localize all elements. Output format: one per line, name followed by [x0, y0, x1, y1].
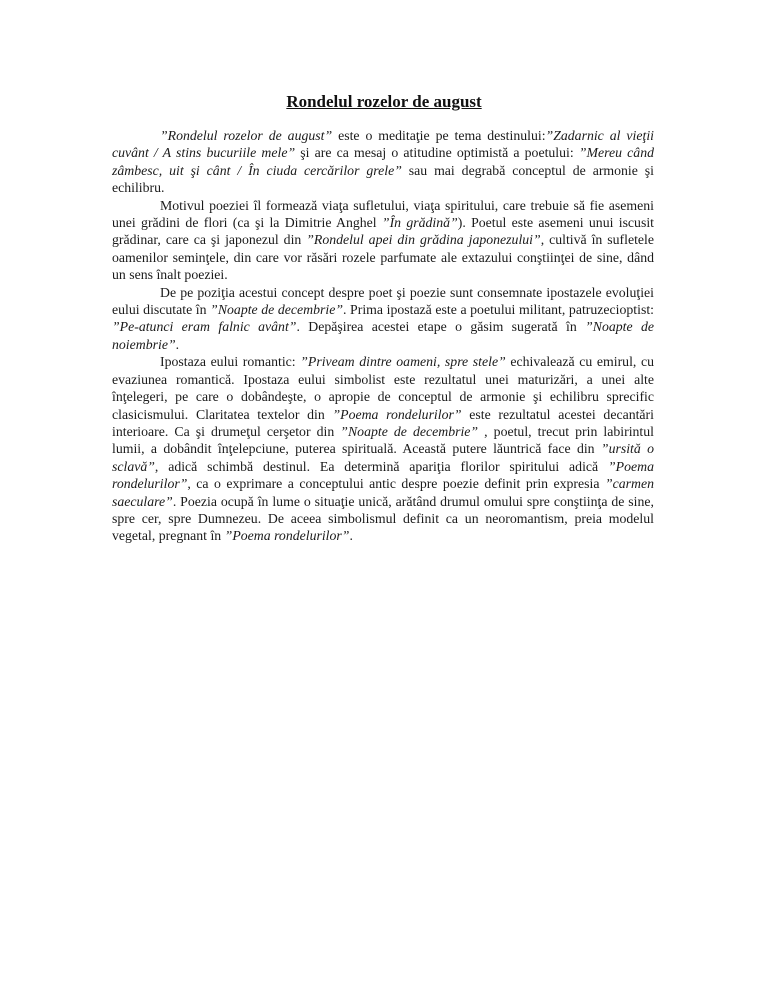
paragraph — [112, 127, 654, 197]
paragraph — [112, 284, 654, 354]
text-run: şi are ca mesaj o atitudine optimistă a poetului: — [295, 145, 579, 161]
quoted-text: ”În grădină” — [381, 215, 458, 231]
text-run: . Poezia ocupă în lume o situaţie unică, arătând drumul omului spre conştiinţa de sine, spre cer, spre Dumnezeu. De aceea simbolismul definit ca un neoromantism, preia modelul vegetal, pregnant în — [112, 493, 654, 544]
quoted-text: ”Poema rondelurilor” — [224, 528, 350, 544]
quoted-text: ”Rondelul rozelor de august” — [160, 128, 333, 143]
quoted-text: ”Zadarnic al vieţii cuvânt / A stins bucuriile mele” — [112, 128, 654, 161]
quoted-text: ”Noapte de noiembrie” — [112, 319, 654, 352]
text-run: sau mai degrabă conceptul de armonie şi echilibru. — [112, 162, 654, 196]
document-title: Rondelul rozelor de august — [286, 92, 482, 111]
quoted-text: ”Rondelul apei din grădina japonezului” — [306, 232, 541, 248]
quoted-text: ”Poema rondelurilor” — [332, 406, 462, 422]
quoted-text: ”Noapte de decembrie” — [210, 302, 344, 318]
text-run: . Prima ipostază este a poetului militant, patruzecioptist: — [343, 302, 654, 318]
text-run: De pe poziţia acestui concept despre poet şi poezie sunt consemnate ipostazele evoluţiei eului discutate în — [112, 284, 654, 318]
text-run: , ca o exprimare a conceptului antic despre poezie definit prin expresia — [187, 476, 605, 492]
text-run: , adică schimbă destinul. Ea determină apariţia florilor spiritului adică — [154, 458, 608, 474]
document-body — [112, 127, 654, 545]
text-run: , poetul, trecut prin labirintul lumii, a dobândit înţelepciune, puterea spirituală. Această putere lăuntrică face din — [112, 423, 654, 457]
text-run: . Depăşirea acestei etape o găsim sugerată în — [296, 319, 586, 335]
text-run: Motivul poeziei îl formează viaţa sufletului, viaţa spiritului, care trebuie să fie asemeni unei grădini de flori (ca şi la Dimitrie Anghel — [112, 197, 654, 231]
text-run: Ipostaza eului romantic: — [160, 354, 301, 370]
text-run: , cultivă în sufletele oamenilor seminţele, din care vor răsări rozele parfumate ale extazului conştiinţei de sine, dând un sens înalt poeziei. — [112, 232, 655, 283]
quoted-text: ”Priveam dintre oameni, spre stele” — [300, 354, 506, 370]
paragraph — [112, 197, 654, 284]
quoted-text: ”ursită o sclavă” — [112, 441, 654, 474]
quoted-text: ”carmen saeculare” — [112, 476, 654, 509]
text-run: . — [175, 336, 180, 352]
text-run: este o meditaţie pe tema destinului: — [332, 128, 546, 143]
text-run: echivalează cu emirul, cu evaziunea romantică. Ipostaza eului simbolist este rezultatul unei maturizări, a unei alte înţelegeri, pe care o dobândeşte, o apropie de conceptul de armonie şi echilibru sprecific clasicismului. Claritatea textelor din — [112, 354, 654, 422]
quoted-text: ”Mereu când zâmbesc, uit şi cânt / În ciuda cercărilor grele” — [112, 145, 655, 178]
paragraph — [112, 353, 654, 544]
quoted-text: ”Pe-atunci eram falnic avânt” — [112, 319, 297, 335]
text-run: ). Poetul este asemeni unui iscusit grădinar, care ca şi japonezul din — [112, 215, 654, 248]
quoted-text: ”Noapte de decembrie” — [340, 423, 479, 439]
quoted-text: ”Poema rondelurilor” — [112, 458, 654, 492]
text-run: . — [349, 528, 353, 544]
text-run: este rezultatul acestei decantări interioare. Ca şi drumeţul cerşetor din — [112, 406, 654, 439]
